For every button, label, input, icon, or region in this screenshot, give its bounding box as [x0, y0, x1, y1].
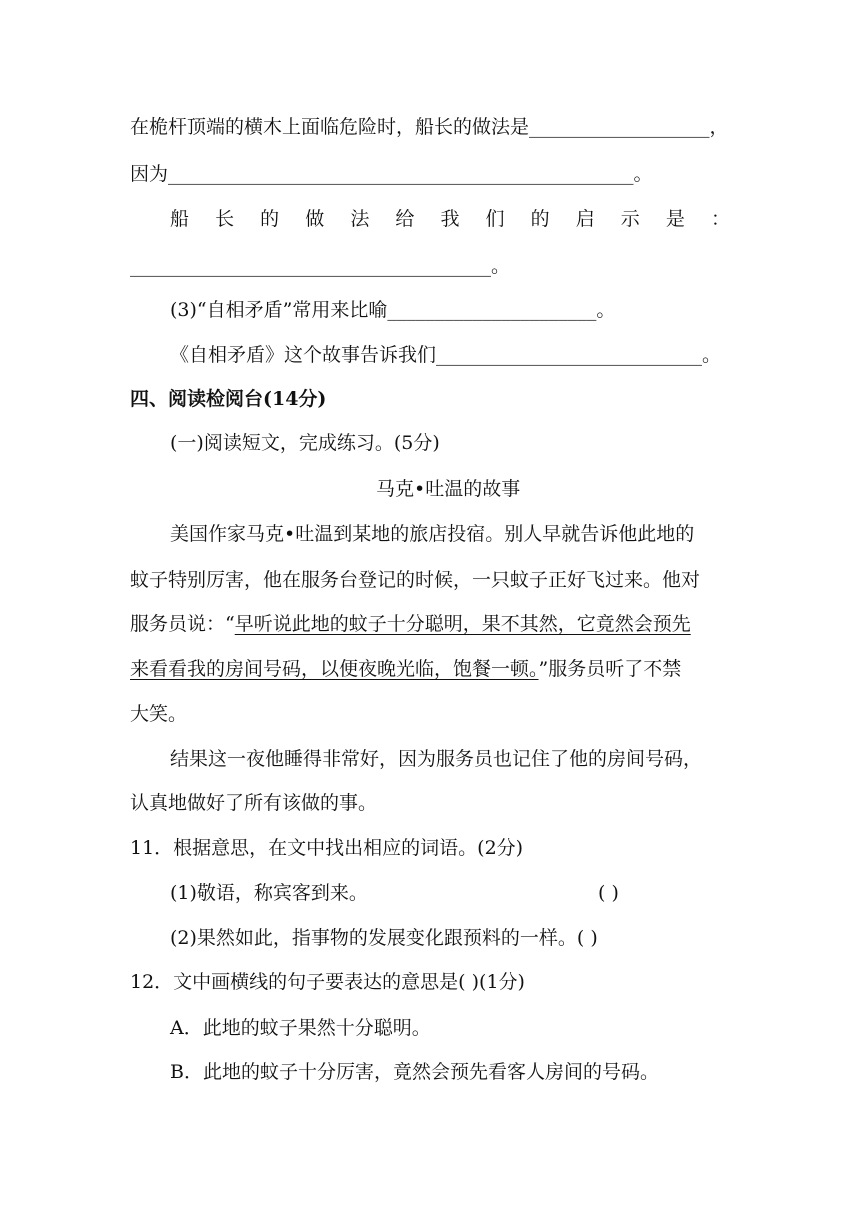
spaced-character: 我	[440, 208, 460, 230]
story-lesson-line: 《自相矛盾》这个故事告诉我们____________________________。	[170, 344, 722, 366]
spaced-character: 示	[620, 208, 640, 230]
spaced-character: 长	[215, 208, 235, 230]
question-12: 12．文中画横线的句子要表达的意思是( )(1分)	[130, 971, 525, 993]
spaced-character: 们	[485, 208, 505, 230]
text-line-captain-inspiration	[170, 205, 730, 233]
answer-blank-1[interactable]: ( )	[598, 882, 619, 904]
story-paragraph-1-line-2: 蚊子特别厉害，他在服务台登记的时候，一只蚊子正好飞过来。他对	[130, 569, 701, 591]
spaced-character: 法	[350, 208, 370, 230]
question-11: 11．根据意思，在文中找出相应的词语。(2分)	[130, 837, 524, 859]
story-text: 服务员说：“	[130, 613, 235, 635]
story-paragraph-2-line-2: 认真地做好了所有该做的事。	[130, 792, 378, 814]
spaced-character: 船	[170, 208, 190, 230]
underlined-sentence: 早听说此地的蚊子十分聪明，果不其然，它竟然会预先	[234, 613, 691, 635]
text-line-because: 因为_________________________________________________。	[130, 163, 653, 185]
question-12-option-b[interactable]: B．此地的蚊子十分厉害，竟然会预先看客人房间的号码。	[170, 1061, 659, 1083]
story-title: 马克•吐温的故事	[376, 478, 521, 500]
story-paragraph-1-line-1: 美国作家马克•吐温到某地的旅店投宿。别人早就告诉他此地的	[170, 523, 695, 545]
question-3-self-contradiction: (3)“自相矛盾”常用来比喻______________________。	[170, 299, 616, 321]
spaced-character: 给	[395, 208, 415, 230]
story-text: ”服务员听了不禁	[538, 658, 682, 680]
question-11-item-1: (1)敬语，称宾客到来。	[170, 882, 368, 904]
story-paragraph-1-line-4	[130, 655, 681, 683]
spaced-character: 的	[260, 208, 280, 230]
spaced-character: 的	[530, 208, 550, 230]
question-11-item-2: (2)果然如此，指事物的发展变化跟预料的一样。( )	[170, 927, 598, 949]
spaced-character: 是	[665, 208, 685, 230]
spaced-character: 做	[305, 208, 325, 230]
question-12-option-a[interactable]: A．此地的蚊子果然十分聪明。	[170, 1017, 431, 1039]
spaced-character: ：	[710, 208, 730, 230]
text-line-captain-action: 在桅杆顶端的横木上面临危险时，船长的做法是___________________，	[130, 116, 729, 138]
section-heading: 四、阅读检阅台(14分)	[130, 388, 327, 410]
story-paragraph-2-line-1: 结果这一夜他睡得非常好，因为服务员也记住了他的房间号码，	[170, 748, 703, 770]
story-paragraph-1-line-5: 大笑。	[130, 703, 188, 725]
part-1-instruction: (一)阅读短文，完成练习。(5分)	[170, 432, 440, 454]
underlined-sentence: 来看看我的房间号码，以便夜晚光临，饱餐一顿。	[130, 658, 539, 680]
story-paragraph-1-line-3	[130, 610, 691, 638]
spaced-character: 启	[575, 208, 595, 230]
text-line-answer-blank: ______________________________________。	[130, 255, 511, 277]
